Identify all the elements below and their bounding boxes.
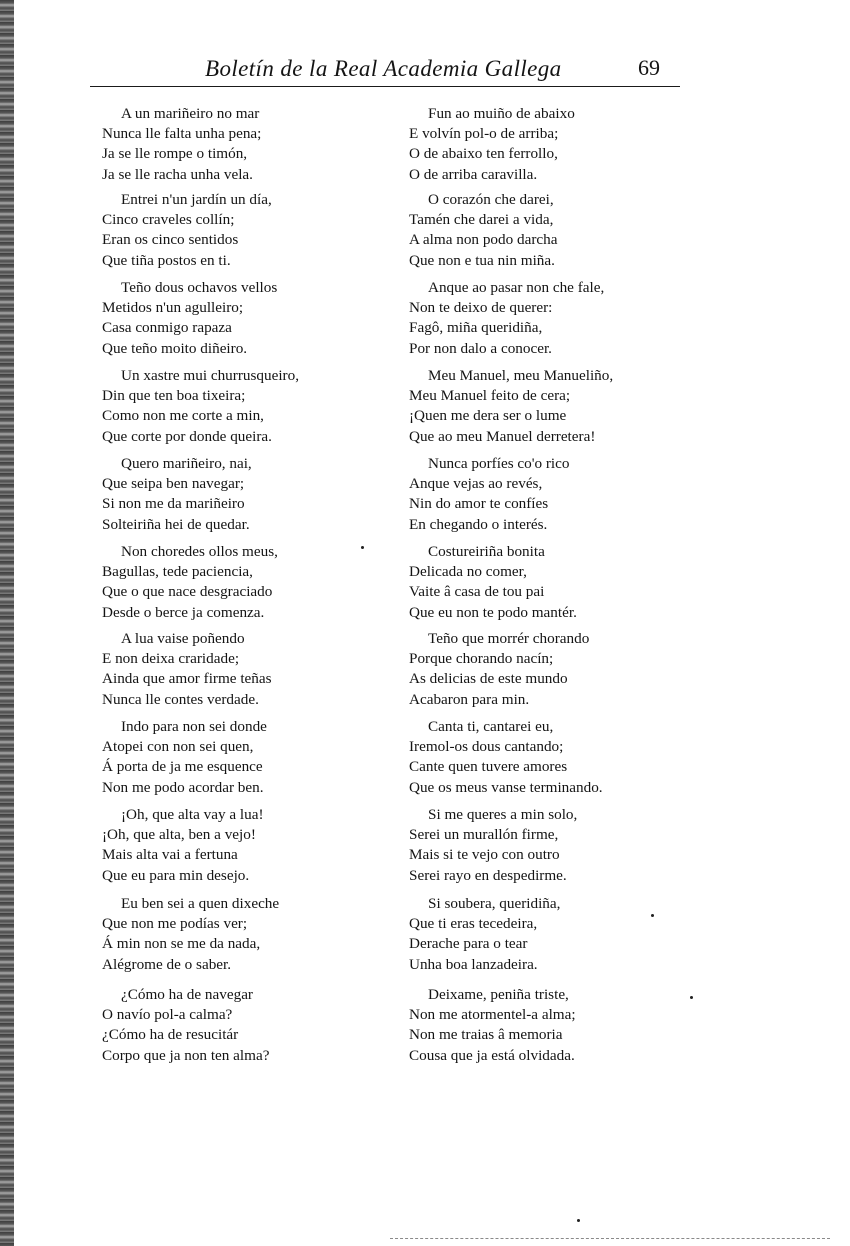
verse-line: ¿Cómo ha de resucitár: [102, 1026, 239, 1044]
verse-line: Meu Manuel feito de cera;: [409, 387, 571, 405]
verse-line: En chegando o interés.: [409, 515, 548, 533]
verse-line: Corpo que ja non ten alma?: [102, 1046, 270, 1064]
stanza: [102, 542, 382, 623]
verse-line: O de arriba caravilla.: [409, 165, 538, 183]
verse-line: Casa conmigo rapaza: [102, 319, 232, 337]
stanza: [409, 190, 699, 271]
verse-line: O navío pol-a calma?: [102, 1006, 233, 1024]
verse-line: Que ao meu Manuel derretera!: [409, 427, 596, 445]
verse-line: Eran os cinco sentidos: [102, 231, 239, 249]
verse-line: Que os meus vanse terminando.: [409, 778, 603, 796]
verse-line: Cinco craveles collín;: [102, 211, 235, 229]
verse-line: O corazón che darei,: [428, 191, 554, 208]
stanza: [409, 542, 699, 623]
verse-line: Non te deixo de querer:: [409, 299, 553, 317]
stanza: [102, 366, 382, 447]
verse-line: Que eu non te podo mantér.: [409, 603, 577, 621]
verse-line: Ja se lle rompe o timón,: [102, 145, 248, 163]
running-header: [90, 52, 680, 87]
verse-line: A alma non podo darcha: [409, 231, 558, 249]
stanza: [102, 805, 382, 886]
verse-line: Nunca lle contes verdade.: [102, 690, 259, 708]
verse-line: Entrei n'un jardín un día,: [121, 191, 272, 208]
verse-line: Nunca porfíes co'o rico: [428, 455, 570, 472]
journal-title: Boletín de la Real Academia Gallega: [205, 56, 562, 81]
verse-line: Solteiriña hei de quedar.: [102, 515, 250, 533]
verse-line: A un mariñeiro no mar: [121, 105, 260, 122]
stanza: [102, 894, 382, 975]
verse-line: Teño dous ochavos vellos: [121, 279, 278, 296]
verse-line: Serei rayo en despedirme.: [409, 866, 567, 884]
stanza: [409, 805, 699, 886]
verse-line: Anque vejas ao revés,: [409, 475, 543, 493]
verse-line: Á min non se me da nada,: [102, 935, 261, 953]
verse-line: Metidos n'un agulleiro;: [102, 299, 244, 317]
print-speck: [690, 996, 693, 999]
verse-line: E non deixa craridade;: [102, 650, 240, 668]
verse-line: Teño que morrér chorando: [428, 630, 590, 647]
stanza: [409, 894, 699, 975]
verse-line: Unha boa lanzadeira.: [409, 955, 538, 973]
verse-line: Delicada no comer,: [409, 563, 527, 581]
verse-line: Desde o berce ja comenza.: [102, 603, 265, 621]
verse-line: Anque ao pasar non che fale,: [428, 279, 605, 296]
verse-line: Un xastre mui churrusqueiro,: [121, 367, 299, 384]
verse-line: ¡Quen me dera ser o lume: [409, 407, 567, 425]
verse-line: Meu Manuel, meu Manueliño,: [428, 367, 614, 384]
stanza: [102, 278, 382, 359]
verse-line: Nin do amor te confíes: [409, 495, 549, 513]
print-speck: [577, 1219, 580, 1222]
verse-line: Que teño moito diñeiro.: [102, 339, 248, 357]
verse-line: Alégrome de o saber.: [102, 955, 232, 973]
page-number: 69: [638, 55, 660, 80]
stanza: [409, 104, 699, 185]
verse-line: Ja se lle racha unha vela.: [102, 165, 253, 183]
verse-line: ¡Oh, que alta, ben a vejo!: [102, 826, 256, 844]
verse-line: As delicias de este mundo: [409, 670, 568, 688]
verse-line: Atopei con non sei quen,: [102, 738, 254, 756]
verse-line: Cousa que ja está olvidada.: [409, 1046, 575, 1064]
verse-line: Non me podo acordar ben.: [102, 778, 264, 796]
bottom-rule: [390, 1238, 830, 1239]
verse-line: Eu ben sei a quen dixeche: [121, 895, 280, 912]
verse-line: Que eu para min desejo.: [102, 866, 250, 884]
stanza: [409, 985, 699, 1066]
verse-line: Derache para o tear: [409, 935, 528, 953]
stanza: [102, 717, 382, 798]
verse-line: Non me atormentel-a alma;: [409, 1006, 576, 1024]
stanza: [102, 454, 382, 535]
verse-line: Que corte por donde queira.: [102, 427, 272, 445]
verse-line: Que o que nace desgraciado: [102, 583, 273, 601]
verse-line: Á porta de ja me esquence: [102, 758, 263, 776]
verse-line: Non choredes ollos meus,: [121, 543, 278, 560]
verse-line: Si soubera, queridiña,: [428, 895, 561, 912]
verse-line: Porque chorando nacín;: [409, 650, 554, 668]
stanza: [409, 454, 699, 535]
verse-line: Mais alta vai a fertuna: [102, 846, 238, 864]
verse-line: Fagô, miña queridiña,: [409, 319, 543, 337]
print-speck: [651, 914, 654, 917]
verse-line: Deixame, peniña triste,: [428, 986, 569, 1003]
verse-line: Que tiña postos en ti.: [102, 251, 231, 269]
verse-line: Quero mariñeiro, nai,: [121, 455, 252, 472]
verse-line: Como non me corte a min,: [102, 407, 264, 425]
verse-line: Si non me da mariñeiro: [102, 495, 245, 513]
verse-line: Acabaron para min.: [409, 690, 530, 708]
verse-line: Nunca lle falta unha pena;: [102, 125, 262, 143]
verse-line: Non me traias â memoria: [409, 1026, 563, 1044]
verse-line: Si me queres a min solo,: [428, 806, 578, 823]
stanza: [409, 278, 699, 359]
verse-line: Bagullas, tede paciencia,: [102, 563, 253, 581]
verse-line: Din que ten boa tixeira;: [102, 387, 246, 405]
verse-line: Por non dalo a conocer.: [409, 339, 552, 357]
verse-line: Canta ti, cantarei eu,: [428, 718, 554, 735]
verse-line: O de abaixo ten ferrollo,: [409, 145, 558, 163]
verse-line: ¡Oh, que alta vay a lua!: [121, 806, 264, 823]
verse-line: Serei un murallón firme,: [409, 826, 559, 844]
verse-line: Mais si te vejo con outro: [409, 846, 560, 864]
verse-line: E volvín pol-o de arriba;: [409, 125, 559, 143]
stanza: [102, 190, 382, 271]
verse-line: Que non me podías ver;: [102, 915, 248, 933]
verse-line: ¿Cómo ha de navegar: [121, 986, 253, 1003]
stanza: [409, 717, 699, 798]
verse-line: Que seipa ben navegar;: [102, 475, 245, 493]
verse-line: Iremol-os dous cantando;: [409, 738, 564, 756]
verse-line: Tamén che darei a vida,: [409, 211, 554, 229]
verse-line: Fun ao muiño de abaixo: [428, 105, 575, 122]
verse-line: Que non e tua nin miña.: [409, 251, 555, 269]
stanza: [409, 629, 699, 710]
verse-line: Indo para non sei donde: [121, 718, 267, 735]
verse-line: Vaite â casa de tou pai: [409, 583, 545, 601]
stanza: [102, 985, 382, 1066]
stanza: [409, 366, 699, 447]
page-edge-binding: [0, 0, 14, 1246]
verse-line: A lua vaise poñendo: [121, 630, 245, 647]
verse-line: Ainda que amor firme teñas: [102, 670, 272, 688]
print-speck: [361, 546, 364, 549]
verse-line: Cante quen tuvere amores: [409, 758, 568, 776]
verse-line: Costureiriña bonita: [428, 543, 545, 560]
stanza: [102, 629, 382, 710]
verse-line: Que ti eras tecedeira,: [409, 915, 538, 933]
stanza: [102, 104, 382, 185]
